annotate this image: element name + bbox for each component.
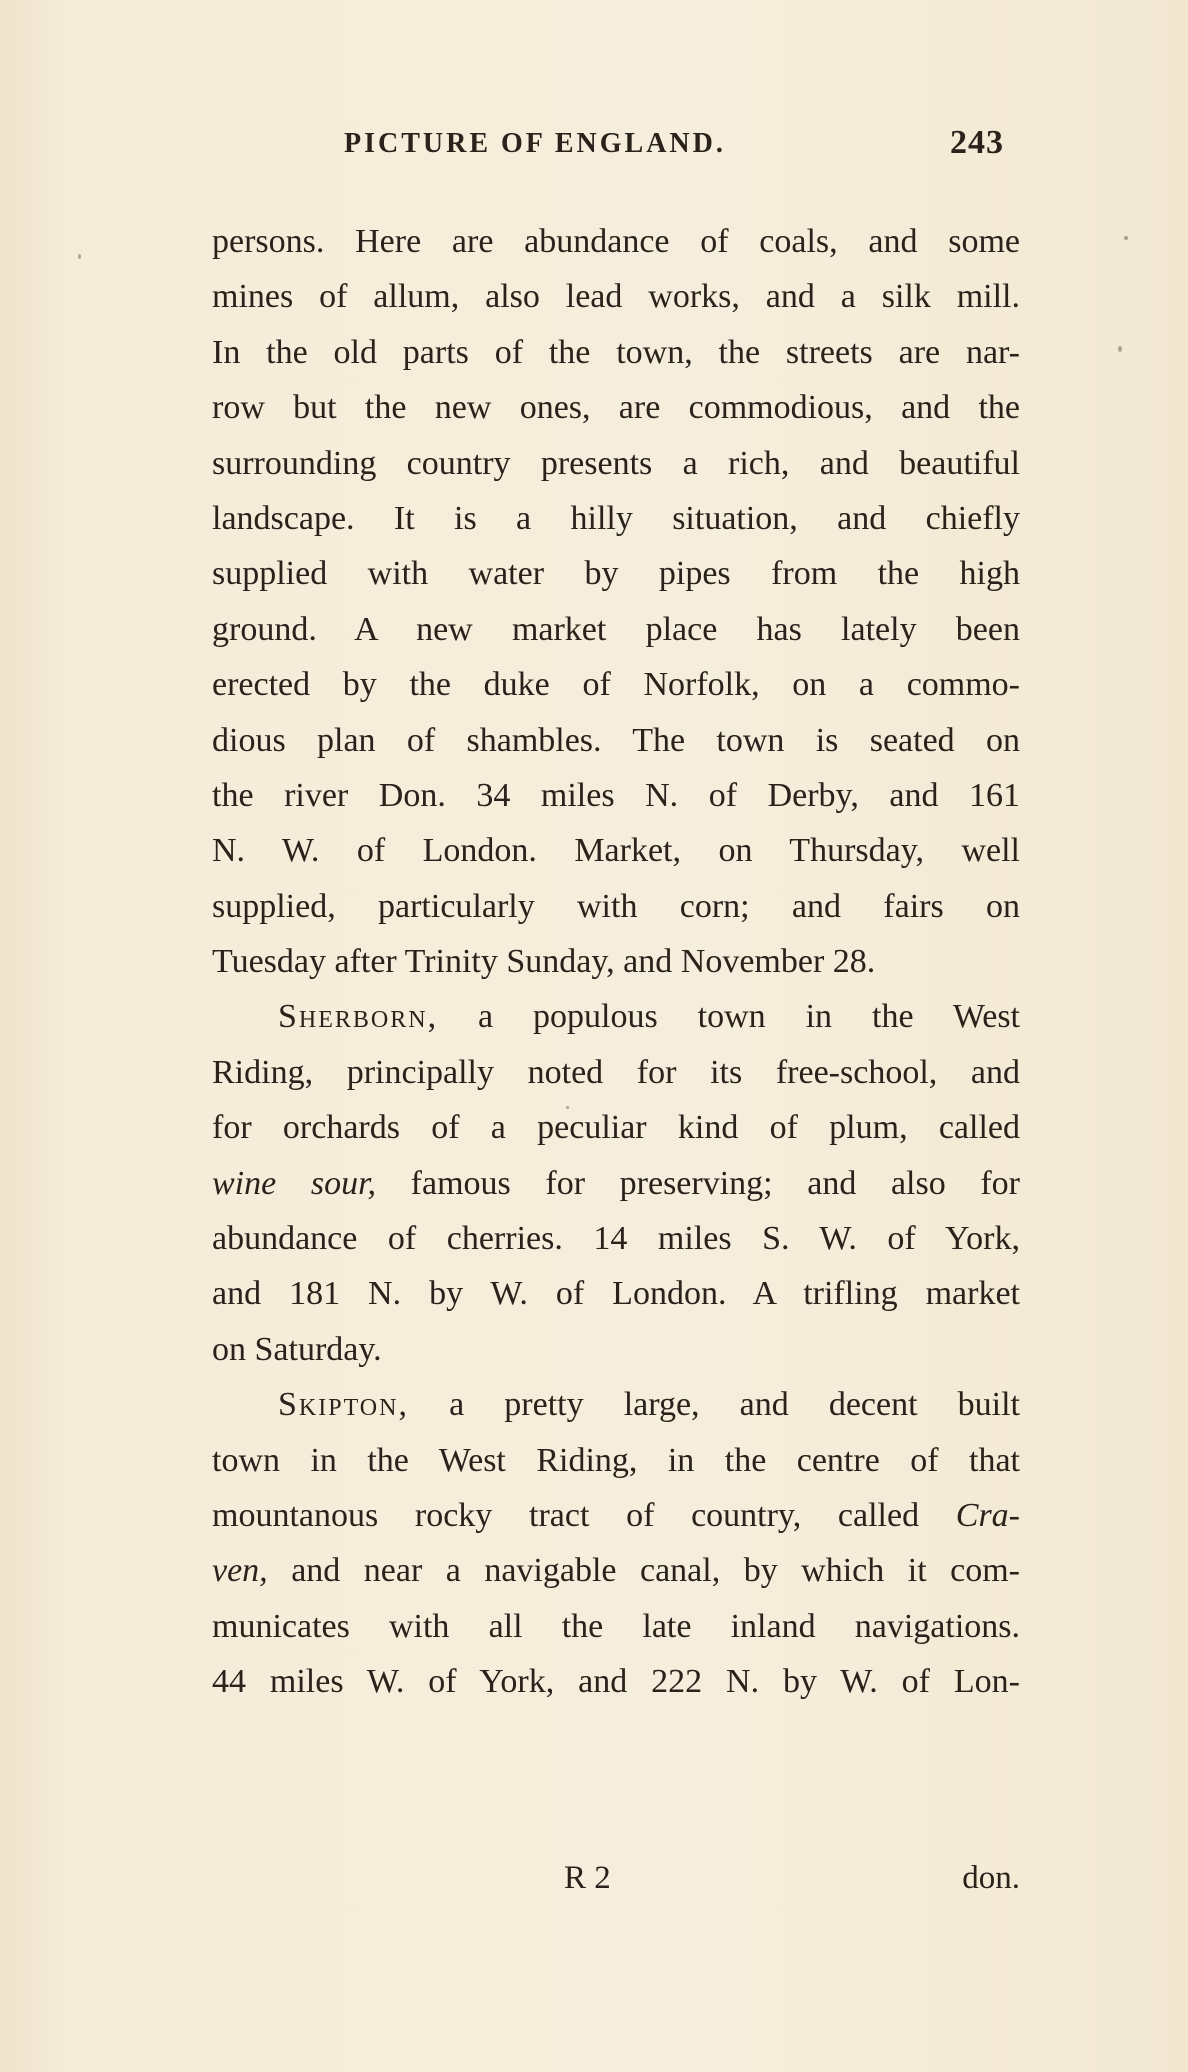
- text-line: row but the new ones, are commodious, and the: [212, 389, 1020, 427]
- page-footer: [212, 1860, 1020, 1912]
- paper-speck: [1124, 236, 1128, 240]
- body-text: [212, 214, 1020, 1710]
- paper-speck: [78, 254, 81, 259]
- page-number: 243: [950, 124, 1004, 161]
- text-line: [212, 1488, 1020, 1543]
- text-line: on Saturday.: [212, 1330, 382, 1368]
- text-line: N. W. of London. Market, on Thursday, well: [212, 832, 1020, 870]
- running-head: [344, 124, 1004, 168]
- paper-speck: [1118, 346, 1122, 352]
- italic-term: wine sour,: [212, 1164, 377, 1202]
- entry-heading-skipton: Skipton,: [278, 1386, 409, 1424]
- signature-mark: R 2: [564, 1860, 611, 1896]
- text-line: surrounding country presents a rich, and beautiful: [212, 444, 1020, 482]
- italic-term: ven,: [212, 1552, 268, 1590]
- text-line: abundance of cherries. 14 miles S. W. of York,: [212, 1220, 1020, 1258]
- text-line: town in the West Riding, in the centre of that: [212, 1441, 1020, 1479]
- text-line: Tuesday after Trinity Sunday, and November 28.: [212, 943, 876, 981]
- text-line: the river Don. 34 miles N. of Derby, and 161: [212, 776, 1020, 814]
- text-line: erected by the duke of Norfolk, on a commo-: [212, 666, 1020, 704]
- running-title: PICTURE OF ENGLAND.: [344, 128, 726, 159]
- text-line: Riding, principally noted for its free-school, and: [212, 1053, 1020, 1091]
- text-run: and near a navigable canal, by which it com-: [291, 1552, 1021, 1590]
- text-run: a pretty large, and decent built: [449, 1386, 1020, 1424]
- text-line: [212, 1156, 1020, 1211]
- entry-heading-sherborn: Sherborn,: [278, 998, 439, 1036]
- text-run: a populous town in the West: [478, 998, 1020, 1036]
- text-line: municates with all the late inland navigations.: [212, 1607, 1020, 1645]
- skipton-entry-start: [212, 1377, 1020, 1432]
- text-line: dious plan of shambles. The town is seated on: [212, 721, 1020, 759]
- text-line: 44 miles W. of York, and 222 N. by W. of Lon-: [212, 1663, 1020, 1701]
- catchword: don.: [962, 1860, 1020, 1896]
- text-line: and 181 N. by W. of London. A trifling market: [212, 1275, 1020, 1313]
- text-line: In the old parts of the town, the streets are nar-: [212, 333, 1020, 371]
- text-line: mines of allum, also lead works, and a silk mill.: [212, 278, 1020, 316]
- sherborn-entry-start: [212, 989, 1020, 1044]
- text-line: [212, 1543, 1020, 1598]
- text-line: supplied, particularly with corn; and fairs on: [212, 887, 1020, 925]
- text-line: ground. A new market place has lately been: [212, 610, 1020, 648]
- text-line: for orchards of a peculiar kind of plum, called: [212, 1109, 1020, 1147]
- text-line: landscape. It is a hilly situation, and chiefly: [212, 499, 1020, 537]
- text-run: famous for preserving; and also for: [410, 1164, 1020, 1202]
- text-line: supplied with water by pipes from the high: [212, 555, 1020, 593]
- text-line: persons. Here are abundance of coals, and some: [212, 223, 1020, 260]
- paper-speck: [566, 1106, 569, 1109]
- italic-term: Cra-: [955, 1496, 1020, 1534]
- text-run: mountanous rocky tract of country, called: [212, 1496, 920, 1534]
